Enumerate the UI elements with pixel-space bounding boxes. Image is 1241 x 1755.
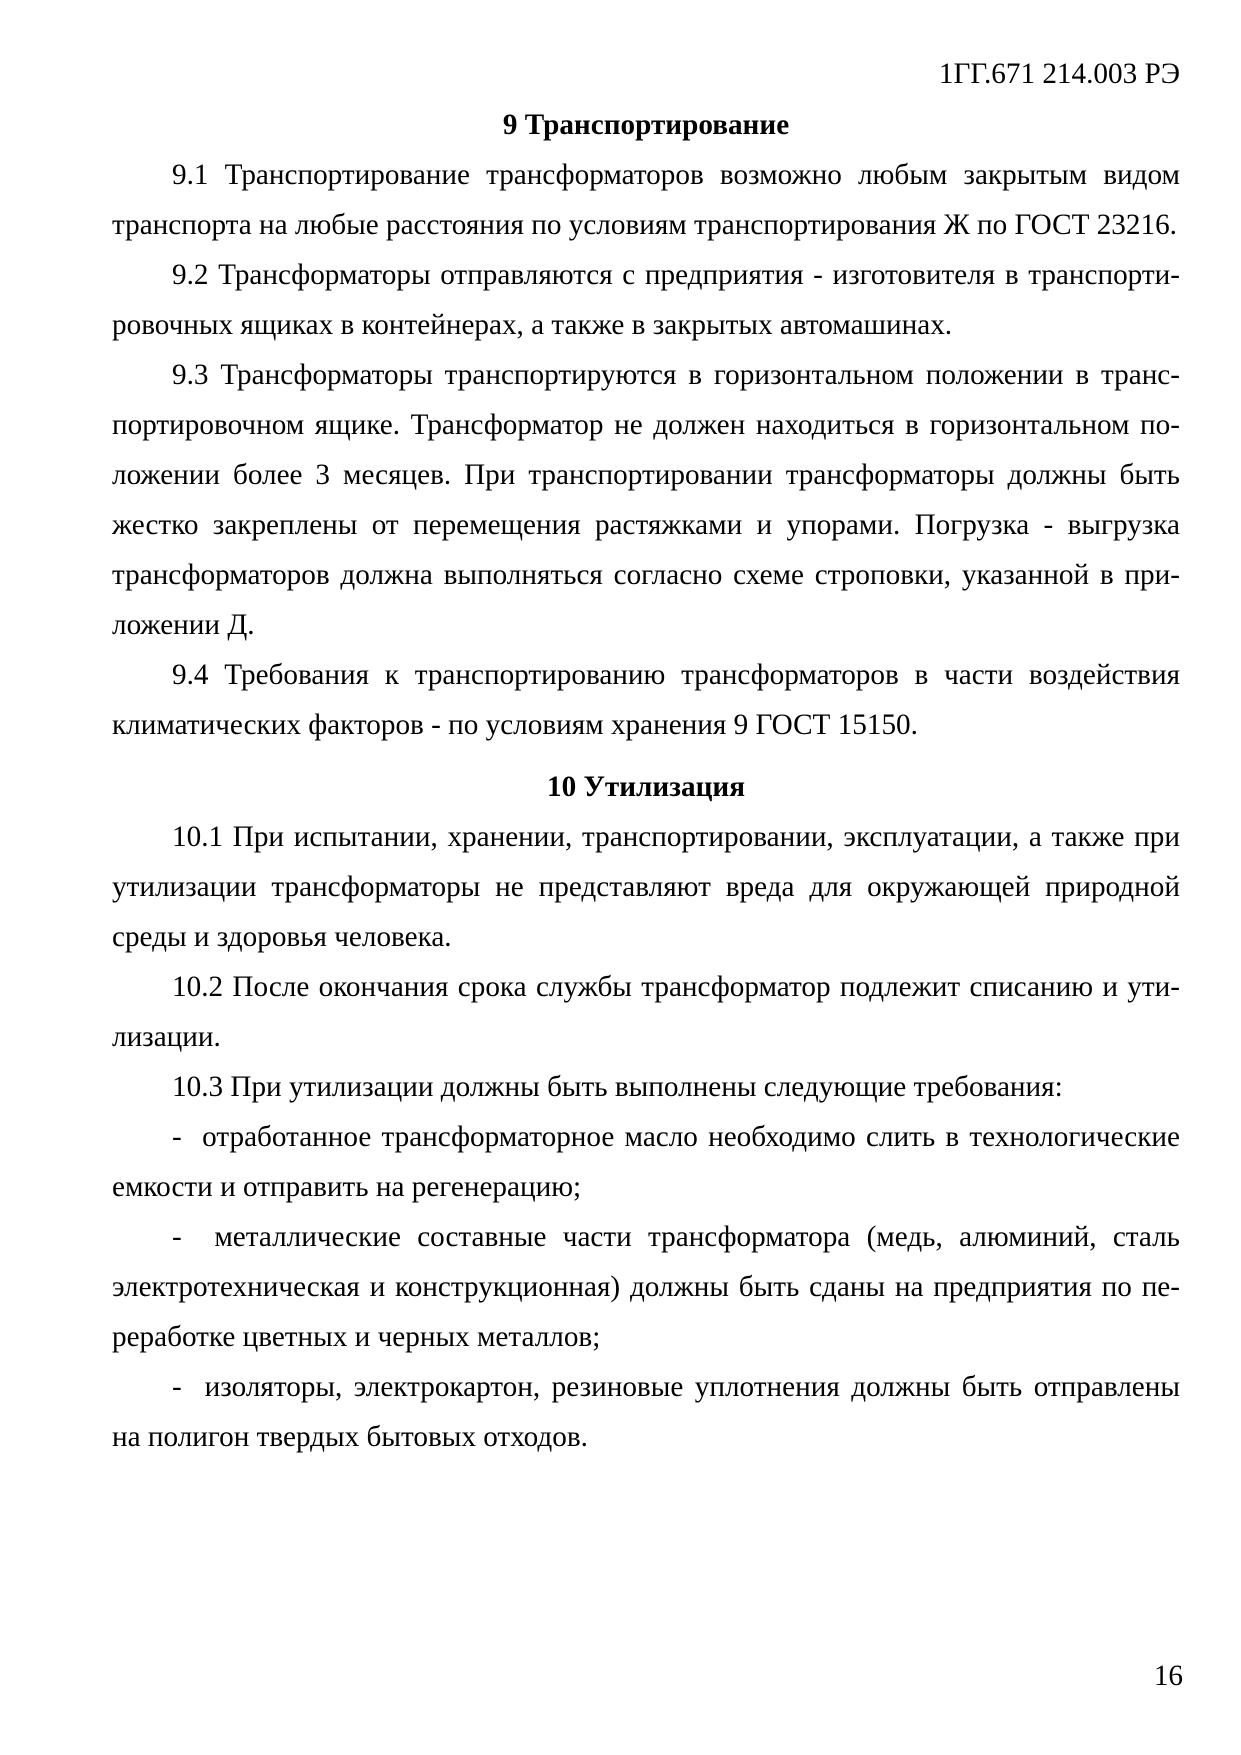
list-item-insulators: - изоляторы, электрокартон, резиновые уплотнения должны быть отправлены на полигон твердых бытовых отходов.: [112, 1371, 1180, 1453]
paragraph-10-3: 10.3 При утилизации должны быть выполнены следующие требования:: [172, 1071, 1063, 1103]
paragraph-10-1: 10.1 При испытании, хранении, транспортировании, эксплуатации, а также при утилизации трансформаторы не представляют вреда для окружающей природной среды и здоровья человека.: [112, 821, 1180, 953]
paragraph-9-2: 9.2 Трансформаторы отправляются с предприятия - изготовителя в транспортировочных ящиках в контейнерах, а также в закрытых автомашинах.: [112, 259, 1180, 341]
section-10-heading: 10 Утилизация: [547, 771, 745, 803]
list-item-metal-parts: - металлические составные части трансформатора (медь, алюминий, сталь электротехническая и конструкционная) должны быть сданы на предприятия по переработке цветных и черных металлов;: [112, 1221, 1180, 1353]
section-9-heading: 9 Транспортирование: [502, 109, 790, 141]
paragraph-9-3: 9.3 Трансформаторы транспортируются в горизонтальном положении в транспортировочном ящике. Трансформатор не должен находиться в горизонтальном положении более 3 месяцев. При транспортировании трансформаторы должны быть жестко закреплены от перемещения растяжками и упорами. Погрузка - выгрузка трансформаторов должна выполняться согласно схеме строповки, указанной в приложении Д.: [112, 359, 1180, 641]
list-item-transformer-oil: - отработанное трансформаторное масло необходимо слить в технологические емкости и отправить на регенерацию;: [112, 1121, 1180, 1203]
paragraph-10-2: 10.2 После окончания срока службы трансформатор подлежит списанию и утилизации.: [112, 971, 1180, 1053]
page-number: 16: [1153, 1660, 1183, 1692]
document-code: 1ГГ.671 214.003 РЭ: [938, 58, 1180, 90]
paragraph-9-4: 9.4 Требования к транспортированию трансформаторов в части воздействия климатических факторов - по условиям хранения 9 ГОСТ 15150.: [112, 659, 1180, 741]
paragraph-9-1: 9.1 Транспортирование трансформаторов возможно любым закрытым видом транспорта на любые расстояния по условиям транспортирования Ж по ГОСТ 23216.: [112, 159, 1180, 241]
